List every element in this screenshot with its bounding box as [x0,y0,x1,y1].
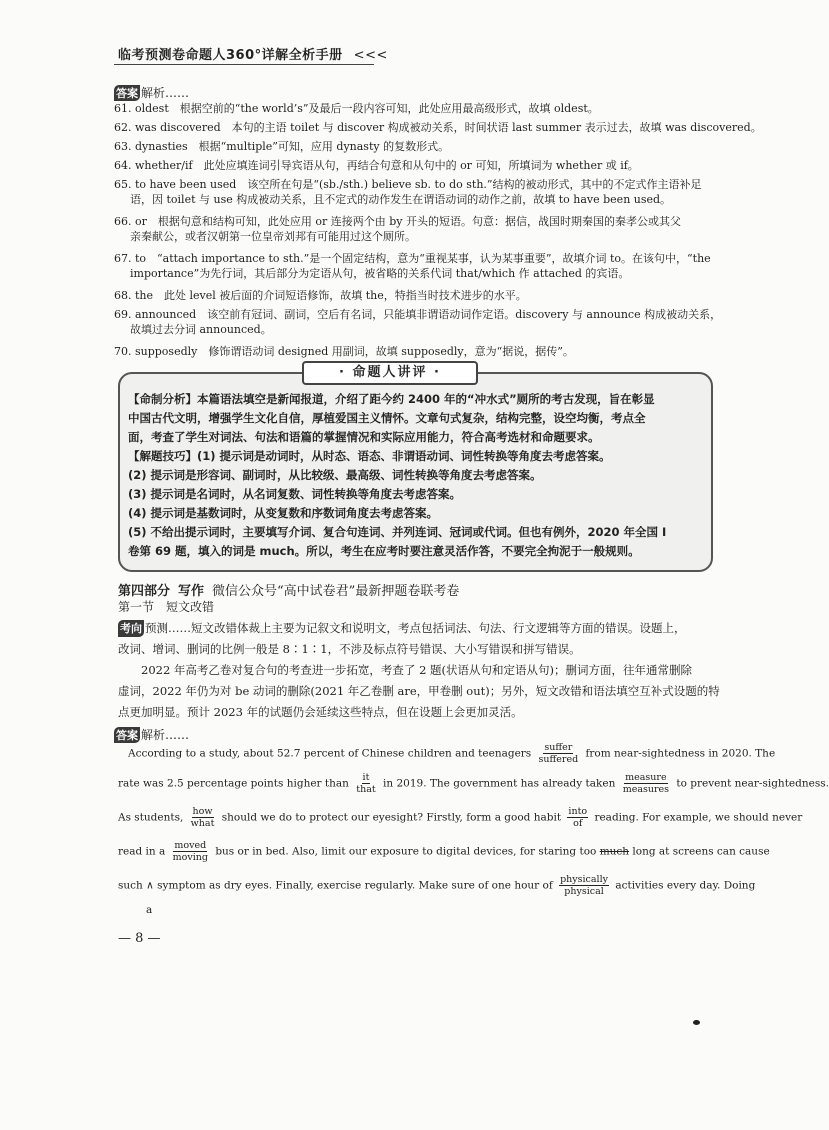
prediction-line-4: 虚词，2022 年仍为对 be 动词的删除(2021 年乙卷删 are，甲卷删 out)；另外，短文改错和语法填空互补式设题的特 [118,684,720,698]
page-number: — 8 — [118,931,161,946]
answer-item-70: 70. supposedly 修饰谓语动词 designed 用副词，故填 supposedly，意为“据说，据传”。 [114,345,574,358]
essay-line-1: According to a study, about 52.7 percent of Chinese children and teenagers $\frac{\text{suffer}}{\text{suffered}}$ from near-sightedness in 2020. The [128,742,776,765]
commentary-title: · 命题人讲评 · [302,361,478,385]
essay-line-2: rate was 2.5 percentage points higher than $\frac{it}{\text{that}}$ in 2019. The government has already taken $\frac{\text{measure}}{\text{measures}}$ to prevent near-sightedness. [118,772,829,795]
correction: $\frac{\text{into}}{of}$ [568,806,588,829]
answer-item-62: 62. was discovered 本句的主语 toilet 与 discover 构成被动关系，时间状语 last summer 表示过去，故填 was discovered。 [114,121,762,134]
answer-item-64: 64. whether/if 此处应填连词引导宾语从句，再结合句意和从句中的 or 可知，所填词为 whether 或 if。 [114,159,639,172]
answer-analysis-heading-2: 答案 解析…… [116,728,190,742]
header-title: 临考预测卷命题人360°详解全析手册 [118,48,343,63]
essay-line-3: As students, $\frac{\text{how}}{\text{what}}$ should we do to protect our eyesight? Firstly, form a good habit $\frac{\text{into}}{of}$ reading. For example, we should never [118,806,803,829]
correction: $\frac{\text{moved}}{\text{moving}}$ [172,840,208,863]
running-header [118,44,388,63]
answer-item-68: 68. the 此处 level 被后面的介词短语修饰，故填 the，特指当时技术进步的水平。 [114,289,527,302]
correction: $\frac{\text{how}}{\text{what}}$ [190,806,215,829]
answer-item-65: 65. to have been used 该空所在句是“(sb./sth.) believe sb. to do sth.”结构的被动形式，其中的不定式作主语补足 语，因 toilet 与 use 构成被动关系，且不定式的动作发生在谓语动词的动作之前，故填 to have been used。 [114,178,702,206]
answer-item-61: 61. oldest 根据空前的“the world’s”及最后一段内容可知，此处应用最高级形式，故填 oldest。 [114,102,599,115]
answer-item-63: 63. dynasties 根据“multiple”可知，应用 dynasty 的复数形式。 [114,140,450,153]
commentary-line: 面，考查了学生对词法、句法和语篇的掌握情况和实际应用能力，符合高考选材和命题要求。 [128,430,600,444]
correction: $\frac{it}{\text{that}}$ [356,772,376,795]
commentary-line: (5) 不给出提示词时，主要填写介词、复合句连词、并列连词、冠词或代词。但也有例外，2020 年全国 I [128,525,667,539]
answer-item-69: 69. announced 该空前有冠词、副词，空后有名词，只能填非谓语动词作定语。discovery 与 announce 构成被动关系， 故填过去分词 announced。 [114,308,722,336]
correction: $\frac{\text{physically}}{\text{physical}}$ [560,874,608,897]
answer-item-67: 67. to “attach importance to sth.”是一个固定结构，意为“重视某事，认为某事重要”，故填介词 to。在该句中，“the importance”为先行词，其后部分为定语从句，被省略的关系代词 that/which 作 attached 的宾语。 [114,252,711,280]
commentary-line: (3) 提示词是名词时，从名词复数、词性转换等角度去考虑答案。 [128,487,462,501]
answer-item-66: 66. or 根据句意和结构可知，此处应用 or 连接两个由 by 开头的短语。句意：据信，战国时期秦国的秦孝公或其父 亲秦献公，或者汉朝第一位皇帝刘邦有可能用过这个厕所。 [114,215,681,243]
ink-dot [693,1020,700,1025]
prediction-tag-icon: 考向 [120,622,142,635]
commentary-line: 【命制分析】本篇语法填空是新闻报道，介绍了距今约 2400 年的“冲水式”厕所的考古发现，旨在彰显 [128,392,655,406]
commentary-line: 中国古代文明，增强学生文化自信，厚植爱国主义情怀。文章句式复杂，结构完整，设空均衡，考点全 [128,411,646,425]
correction: $\frac{\text{suffer}}{\text{suffered}}$ [538,742,579,765]
part4-heading: 第四部分 写作 微信公众号“高中试卷君”最新押题卷联考卷 [118,584,460,599]
answer-analysis-heading [114,84,189,101]
essay-line-5: such ∧ symptom as dry eyes. Finally, exercise regularly. Make sure of one hour of $\frac{\text{physically}}{\text{physical}}$ activities every day. Doing [118,874,756,897]
header-arrows: <<< [353,48,388,63]
essay-line-4: read in a $\frac{\text{moved}}{\text{moving}}$ bus or in bed. Also, limit our exposure to digital devices, for staring too much long at screens can cause [118,840,770,863]
correction: $\frac{\text{measure}}{\text{measures}}$ [622,772,670,795]
prediction-line-1: 考向 预测……短文改错体裁上主要为记叙文和说明文，考点包括词法、句法、行文逻辑等方面的错误。设题上， [120,621,686,635]
prediction-line-2: 改词、增词、删词的比例一般是 8∶1∶1，不涉及标点符号错误、大小写错误和拼写错误。 [118,642,581,656]
answer-label: 解析…… [141,86,190,100]
commentary-line: (2) 提示词是形容词、副词时，从比较级、最高级、词性转换等角度去考虑答案。 [128,468,542,482]
insert-caret-icon: ∧ [146,879,154,892]
answer-tag-icon: 答案 [116,87,138,100]
commentary-line: 卷第 69 题，填入的词是 much。所以，考生在应考时要注意灵活作答，不要完全拘泥于一般规则。 [128,544,640,558]
deleted-word: much [599,845,630,858]
header-rule [114,64,374,65]
prediction-line-3: 2022 年高考乙卷对复合句的考查进一步拓宽，考查了 2 题(状语从句和定语从句)；删词方面，往年通常删除 [118,663,693,677]
section-heading: 第一节 短文改错 [118,600,215,614]
commentary-line: 【解题技巧】(1) 提示词是动词时，从时态、语态、非谓语动词、词性转换等角度去考虑答案。 [128,449,611,463]
prediction-line-5: 点更加明显。预计 2023 年的试题仍会延续这些特点，但在设题上会更加灵活。 [118,705,523,719]
answer-tag-icon: 答案 [116,729,138,742]
inserted-word: a [146,904,153,916]
commentary-line: (4) 提示词是基数词时，从变复数和序数词角度去考虑答案。 [128,506,439,520]
